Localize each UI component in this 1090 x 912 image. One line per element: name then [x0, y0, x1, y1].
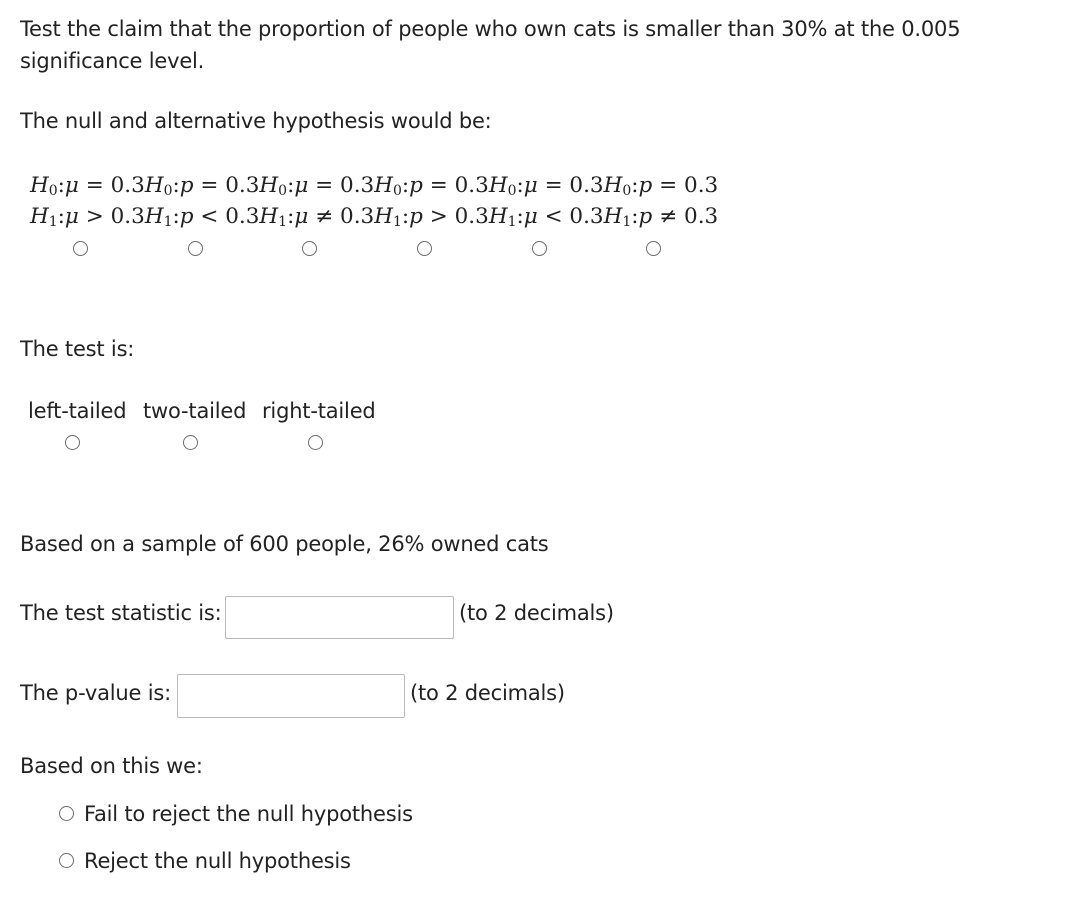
two-tailed-radio[interactable] [183, 435, 198, 450]
hypothesis-colon: : [401, 204, 410, 229]
hypothesis-subscript: 1 [48, 214, 58, 230]
hypothesis-subscript: 0 [622, 183, 632, 199]
hypothesis-symbol: H [144, 204, 164, 229]
hypothesis-parameter: μ [294, 204, 309, 229]
hypothesis-subscript: 0 [507, 183, 517, 199]
hypothesis-h0-line [259, 170, 374, 201]
hypothesis-radio-4[interactable] [417, 241, 432, 256]
hypothesis-colon: : [516, 173, 524, 198]
hypothesis-symbol: H [488, 173, 508, 198]
hypothesis-parameter: μ [64, 173, 79, 198]
hypothesis-h1-line [259, 201, 374, 232]
hypothesis-value: 0.3 [569, 204, 604, 229]
hypothesis-radio-6[interactable] [646, 241, 661, 256]
hypothesis-colon: : [172, 173, 180, 198]
hypothesis-value: 0.3 [225, 173, 260, 198]
hypothesis-h0-line [145, 170, 260, 201]
hypothesis-operator: < [544, 204, 563, 229]
hypothesis-value: 0.3 [340, 204, 375, 229]
fail-to-reject-label: Fail to reject the null hypothesis [84, 802, 413, 826]
fail-to-reject-radio[interactable] [59, 806, 74, 821]
conclusion-label: Based on this we: [20, 754, 203, 778]
hypothesis-operator: = [659, 173, 678, 198]
hypothesis-colon: : [401, 173, 410, 198]
hypothesis-value: 0.3 [684, 173, 719, 198]
hypothesis-operator: = [315, 173, 334, 198]
hypothesis-subscript: 1 [163, 214, 173, 230]
hypothesis-option-5 [489, 170, 604, 232]
hypothesis-colon: : [57, 173, 65, 198]
hypothesis-radio-5[interactable] [532, 241, 547, 256]
hypothesis-subscript: 0 [163, 183, 173, 199]
sample-info: Based on a sample of 600 people, 26% owned cats [20, 532, 549, 556]
hypothesis-colon: : [57, 204, 65, 229]
hypothesis-operator: = [200, 173, 219, 198]
hypothesis-subscript: 1 [278, 214, 288, 230]
hypothesis-radio-3[interactable] [302, 241, 317, 256]
hypothesis-h1-line [374, 201, 489, 232]
hypothesis-symbol: H [374, 204, 393, 229]
hypothesis-subscript: 0 [278, 183, 288, 199]
hypothesis-h1-line [30, 201, 145, 232]
hypothesis-options-table [30, 170, 718, 232]
hypothesis-radio-1[interactable] [73, 241, 88, 256]
hypothesis-radio-2[interactable] [188, 241, 203, 256]
hypothesis-value: 0.3 [684, 204, 719, 229]
hypothesis-parameter: p [179, 204, 194, 229]
hypothesis-h1-line [604, 201, 719, 232]
hypothesis-parameter: p [638, 173, 653, 198]
hypothesis-operator: = [544, 173, 563, 198]
hypothesis-symbol: H [30, 204, 49, 229]
hypothesis-parameter: p [638, 204, 653, 229]
p-value-hint: (to 2 decimals) [410, 681, 565, 705]
p-value-input[interactable] [177, 674, 405, 718]
hypothesis-symbol: H [144, 173, 164, 198]
hypothesis-parameter: μ [523, 204, 538, 229]
hypothesis-colon: : [287, 173, 295, 198]
hypothesis-operator: < [200, 204, 219, 229]
hypothesis-value: 0.3 [225, 204, 260, 229]
right-tailed-label: right-tailed [262, 399, 376, 423]
hypothesis-symbol: H [259, 173, 279, 198]
hypothesis-h1-line [489, 201, 604, 232]
hypothesis-colon: : [172, 204, 180, 229]
hypothesis-parameter: μ [64, 204, 79, 229]
hypothesis-colon: : [631, 204, 639, 229]
hypothesis-option-1 [30, 170, 145, 232]
hypothesis-option-2 [145, 170, 260, 232]
hypothesis-subscript: 1 [507, 214, 517, 230]
hypothesis-parameter: p [409, 204, 423, 229]
hypothesis-subscript: 1 [392, 214, 402, 230]
hypothesis-colon: : [631, 173, 639, 198]
reject-label: Reject the null hypothesis [84, 849, 351, 873]
hypothesis-h0-line [30, 170, 145, 201]
hypothesis-colon: : [516, 204, 524, 229]
hypothesis-operator: ≠ [315, 204, 334, 229]
hypothesis-value: 0.3 [454, 173, 489, 198]
test-statistic-label: The test statistic is: [20, 601, 222, 625]
hypothesis-h0-line [489, 170, 604, 201]
hypothesis-operator: > [85, 204, 104, 229]
left-tailed-radio[interactable] [65, 435, 80, 450]
hypothesis-value: 0.3 [110, 204, 145, 229]
hypothesis-operator: > [429, 204, 448, 229]
hypothesis-option-4 [374, 170, 489, 232]
hypothesis-h0-line [604, 170, 719, 201]
test-statistic-hint: (to 2 decimals) [459, 601, 614, 625]
hypothesis-value: 0.3 [569, 173, 604, 198]
hypothesis-parameter: p [179, 173, 194, 198]
hypothesis-h1-line [145, 201, 260, 232]
hypothesis-operator: = [85, 173, 104, 198]
hypothesis-colon: : [287, 204, 295, 229]
hypothesis-parameter: μ [294, 173, 309, 198]
hypothesis-value: 0.3 [454, 204, 489, 229]
hypothesis-operator: ≠ [659, 204, 678, 229]
hypothesis-parameter: p [409, 173, 423, 198]
test-statistic-input[interactable] [225, 596, 454, 639]
hypothesis-option-3 [259, 170, 374, 232]
left-tailed-label: left-tailed [28, 399, 127, 423]
hypothesis-symbol: H [374, 173, 393, 198]
hypothesis-subscript: 0 [48, 183, 58, 199]
p-value-label: The p-value is: [20, 681, 171, 705]
hypothesis-value: 0.3 [340, 173, 375, 198]
hypothesis-symbol: H [30, 173, 49, 198]
hypothesis-symbol: H [603, 204, 623, 229]
question-text: Test the claim that the proportion of people who own cats is smaller than 30% at the 0.005 significance level. [20, 17, 961, 73]
reject-radio[interactable] [59, 853, 74, 868]
hypothesis-value: 0.3 [110, 173, 145, 198]
hypothesis-subscript: 1 [622, 214, 632, 230]
hypothesis-operator: = [429, 173, 448, 198]
two-tailed-label: two-tailed [143, 399, 247, 423]
hypothesis-option-6 [604, 170, 719, 232]
hypothesis-symbol: H [603, 173, 623, 198]
right-tailed-radio[interactable] [308, 435, 323, 450]
hypothesis-h0-line [374, 170, 489, 201]
hypothesis-symbol: H [488, 204, 508, 229]
hypothesis-parameter: μ [523, 173, 538, 198]
test-type-label: The test is: [20, 337, 135, 361]
hypothesis-subscript: 0 [392, 183, 402, 199]
hypothesis-prompt: The null and alternative hypothesis would be: [20, 109, 492, 133]
hypothesis-symbol: H [259, 204, 279, 229]
